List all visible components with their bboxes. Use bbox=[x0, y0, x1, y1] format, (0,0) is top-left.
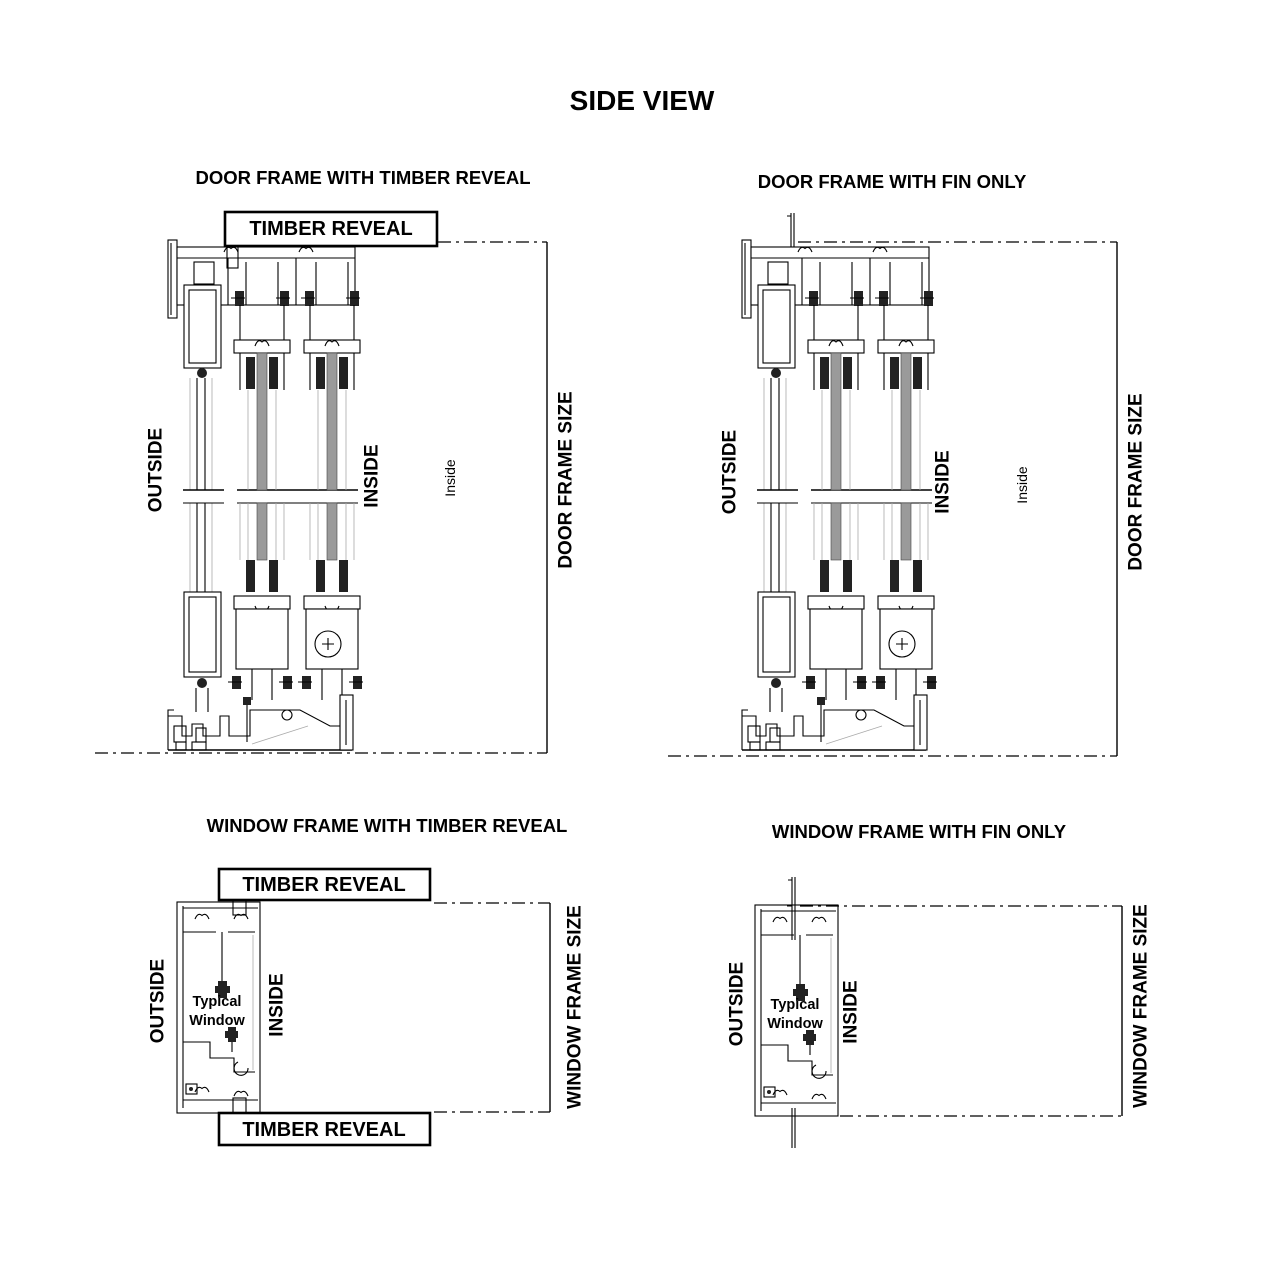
timber-reveal-label-bottom: TIMBER REVEAL bbox=[242, 1119, 406, 1141]
panel-door-fin-only bbox=[668, 171, 1147, 756]
typical-window-note-line2: Window bbox=[767, 1016, 823, 1032]
outside-label: OUTSIDE bbox=[726, 961, 748, 1047]
door-frame-size-label: DOOR FRAME SIZE bbox=[555, 391, 577, 569]
door-frame-size-label: DOOR FRAME SIZE bbox=[1125, 393, 1147, 571]
window-frame-size-label: WINDOW FRAME SIZE bbox=[564, 905, 586, 1109]
panel-window-timber-reveal bbox=[148, 815, 586, 1145]
inside-label: INSIDE bbox=[840, 980, 862, 1044]
inside-note: Inside bbox=[442, 459, 458, 497]
panel-window-fin-only bbox=[727, 821, 1152, 1148]
mounting-fin bbox=[787, 213, 794, 247]
panel-title: DOOR FRAME WITH TIMBER REVEAL bbox=[195, 167, 531, 188]
panel-door-timber-reveal bbox=[95, 167, 577, 753]
window-frame-size-dimension bbox=[434, 903, 550, 1112]
timber-reveal-label: TIMBER REVEAL bbox=[249, 218, 413, 240]
timber-reveal-label-top: TIMBER REVEAL bbox=[242, 874, 406, 896]
inside-note: Inside bbox=[1014, 466, 1030, 504]
panel-title: WINDOW FRAME WITH TIMBER REVEAL bbox=[206, 815, 568, 836]
outside-label: OUTSIDE bbox=[145, 427, 167, 513]
outside-label: OUTSIDE bbox=[147, 958, 169, 1044]
typical-window-note-line2: Window bbox=[189, 1013, 245, 1029]
page-title: SIDE VIEW bbox=[569, 85, 715, 116]
typical-window-note-line1: Typical bbox=[192, 994, 242, 1010]
door-frame-cross-section bbox=[168, 240, 363, 750]
panel-title: DOOR FRAME WITH FIN ONLY bbox=[757, 171, 1027, 192]
inside-label: INSIDE bbox=[361, 444, 383, 508]
door-frame-cross-section bbox=[742, 240, 937, 750]
inside-label: INSIDE bbox=[266, 973, 288, 1037]
panel-title: WINDOW FRAME WITH FIN ONLY bbox=[771, 821, 1067, 842]
inside-label: INSIDE bbox=[932, 450, 954, 514]
typical-window-note-line1: Typical bbox=[770, 997, 820, 1013]
window-frame-size-label: WINDOW FRAME SIZE bbox=[1130, 904, 1152, 1108]
outside-label: OUTSIDE bbox=[719, 429, 741, 515]
